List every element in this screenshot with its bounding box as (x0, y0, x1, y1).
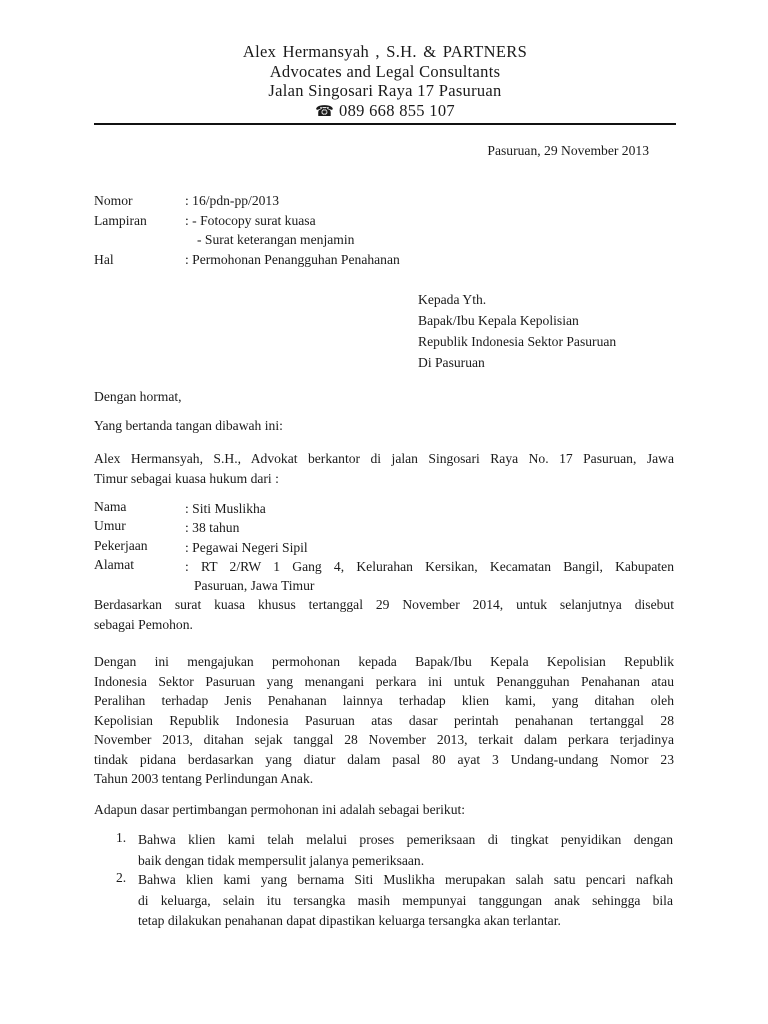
greeting: Dengan hormat, (94, 389, 182, 404)
nomor-value: : 16/pdn-pp/2013 (185, 193, 280, 208)
umur-value: : 38 tahun (185, 520, 240, 535)
reason-1-number: 1. (116, 830, 127, 845)
request-line-4: Kepolisian Republik Indonesia Pasuruan atas dasar perintah penahanan tertanggal 28 (94, 712, 674, 728)
request-line-1: Dengan ini mengajukan permohonan kepada Bapak/Ibu Kepala Kepolisian Republik (94, 654, 674, 669)
nama-value: : Siti Muslikha (185, 501, 266, 516)
reason-2-line-2: di keluarga, selain itu tersangka masih mempunyai tanggungan anak sehingga bila (138, 892, 673, 908)
firm-name: Alex Hermansyah , S.H. & PARTNERS (242, 42, 528, 61)
firm-phone: 089 668 855 107 (339, 100, 455, 120)
lampiran-label: Lampiran (94, 213, 147, 228)
reason-1-line-1: Bahwa klien kami telah melalui proses pemeriksaan di tingkat penyidikan dengan (138, 832, 673, 847)
reason-2-number: 2. (116, 870, 127, 885)
pekerjaan-label: Pekerjaan (94, 538, 148, 553)
request-line-5: November 2013, ditahan sejak tanggal 28 November 2013, terkait dalam perkara terjadinya (94, 732, 674, 747)
intro-line: Yang bertanda tangan dibawah ini: (94, 418, 283, 433)
reason-2-line-1: Bahwa klien kami yang bernama Siti Muslikha merupakan salah satu pencari nafkah (138, 872, 673, 887)
request-line-7: Tahun 2003 tentang Perlindungan Anak. (94, 771, 314, 786)
alamat-value-1: : RT 2/RW 1 Gang 4, Kelurahan Kersikan, Kecamatan Bangil, Kabupaten (185, 559, 674, 574)
recipient-line-4: Di Pasuruan (418, 355, 485, 370)
alamat-label: Alamat (94, 557, 135, 572)
reason-1-line-2: baik dengan tidak mempersulit jalanya pemeriksaan. (138, 852, 425, 868)
advocate-line-1: Alex Hermansyah, S.H., Advokat berkantor di jalan Singosari Raya No. 17 Pasuruan, Jawa (94, 451, 674, 466)
nomor-label: Nomor (94, 193, 133, 208)
request-line-2: Indonesia Sektor Pasuruan yang menangani perkara ini untuk Penangguhan Penahanan atau (94, 673, 674, 689)
request-paragraph (94, 652, 674, 789)
firm-phone-line (94, 101, 676, 123)
recipient-line-3: Republik Indonesia Sektor Pasuruan (418, 334, 617, 349)
umur-label: Umur (94, 518, 126, 533)
poa-line-2: sebagai Pemohon. (94, 616, 193, 632)
reason-2-line-3: tetap dilakukan penahanan dapat dipastikan keluarga tersangka akan terlantar. (138, 913, 561, 928)
phone-icon: ☎ (315, 103, 335, 120)
power-of-attorney-paragraph (94, 595, 674, 634)
nama-label: Nama (94, 499, 127, 514)
firm-subtitle: Advocates and Legal Consultants (269, 61, 501, 81)
reason-1-text (138, 830, 673, 871)
advocate-line-2: Timur sebagai kuasa hukum dari : (94, 470, 279, 486)
lampiran-value-2: - Surat keterangan menjamin (197, 232, 355, 247)
reason-2-text (138, 870, 673, 932)
reasons-intro: Adapun dasar pertimbangan permohonan ini adalah sebagai berikut: (94, 802, 466, 817)
pekerjaan-value: : Pegawai Negeri Sipil (185, 540, 308, 555)
letterhead-divider (94, 123, 676, 125)
letter-date: Pasuruan, 29 November 2013 (487, 143, 649, 158)
recipient-block (418, 289, 616, 373)
hal-label: Hal (94, 252, 114, 267)
recipient-line-1: Kepada Yth. (418, 292, 487, 307)
advocate-paragraph (94, 449, 674, 488)
lampiran-value-1: : - Fotocopy surat kuasa (185, 213, 316, 228)
poa-line-1: Berdasarkan surat kuasa khusus tertanggal 29 November 2014, untuk selanjutnya disebut (94, 597, 674, 612)
recipient-line-2: Bapak/Ibu Kepala Kepolisian (418, 313, 579, 328)
letterhead (94, 42, 676, 122)
alamat-value-2: Pasuruan, Jawa Timur (194, 578, 315, 593)
firm-address: Jalan Singosari Raya 17 Pasuruan (268, 81, 502, 100)
request-line-6: tindak pidana berdasarkan yang diatur dalam pasal 80 ayat 3 Undang-undang Nomor 23 (94, 751, 674, 767)
hal-value: : Permohonan Penangguhan Penahanan (185, 252, 400, 267)
request-line-3: Peralihan terhadap Jenis Penahanan lainnya terhadap klien kami, yang ditahan oleh (94, 693, 674, 708)
